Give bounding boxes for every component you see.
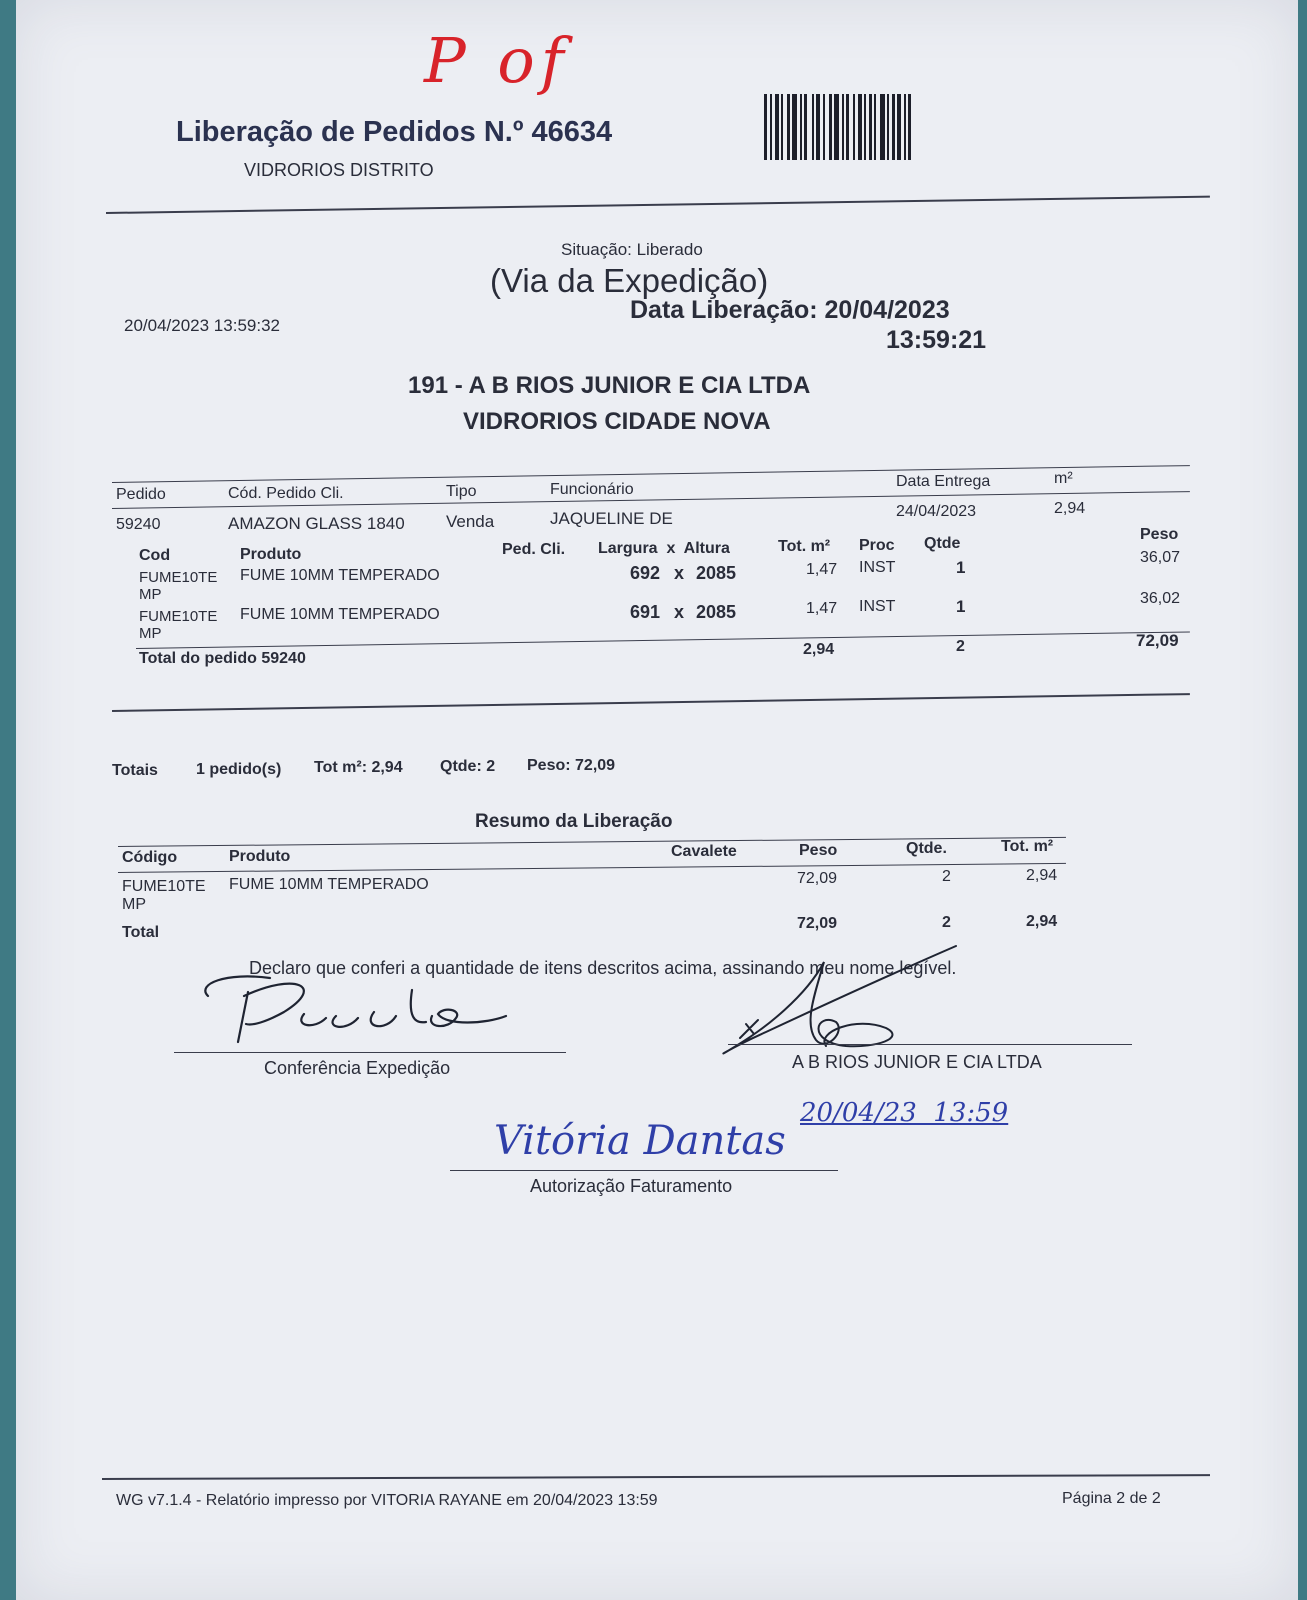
summary-total-tot-m2: 2,94	[1026, 913, 1058, 930]
item-altura: 2085	[696, 563, 737, 583]
declaration-text: Declaro que conferi a quantidade de itens descritos acima, assinando meu nome legível.	[249, 958, 957, 978]
item-x: x	[674, 602, 685, 622]
release-time: 13:59:21	[886, 326, 987, 354]
item-peso: 36,02	[1140, 590, 1181, 607]
item-proc: INST	[859, 598, 896, 615]
item-produto: FUME 10MM TEMPERADO	[240, 567, 440, 584]
item-cod-suffix: MP	[139, 586, 162, 603]
summary-codigo: FUME10TE	[122, 878, 206, 895]
signature-line-faturamento	[450, 1170, 838, 1171]
items-total-rule	[136, 631, 1190, 649]
signature-faturamento-image: Vitória Dantas	[494, 1118, 786, 1164]
item-cod-suffix: MP	[139, 625, 162, 642]
signature-line-company	[728, 1044, 1132, 1045]
signature-label-faturamento: Autorização Faturamento	[530, 1176, 733, 1196]
col-label-pedido: Pedido	[116, 486, 166, 503]
print-timestamp: 20/04/2023 13:59:32	[124, 316, 280, 335]
items-header-produto: Produto	[240, 546, 302, 563]
value-pedido: 59240	[116, 516, 161, 533]
footer-print-info: WG v7.1.4 - Relatório impresso por VITORIA RAYANE em 20/04/2023 13:59	[116, 1492, 658, 1509]
status-line: Situação: Liberado	[561, 240, 703, 259]
item-tot-m2: 1,47	[806, 600, 838, 617]
item-produto: FUME 10MM TEMPERADO	[240, 606, 440, 623]
document-page	[16, 0, 1298, 1600]
summary-header-peso: Peso	[799, 842, 838, 859]
signature-label-conferencia: Conferência Expedição	[264, 1058, 451, 1078]
item-proc: INST	[859, 559, 896, 576]
col-label-funcionario: Funcionário	[550, 481, 634, 498]
barcode-icon	[764, 94, 911, 160]
document-title: Liberação de Pedidos N.º 46634	[176, 116, 613, 148]
item-peso: 36,07	[1140, 549, 1181, 566]
item-cod: FUME10TE	[139, 569, 218, 586]
order-section-bottom-rule	[112, 693, 1190, 712]
items-header-proc: Proc	[859, 537, 895, 554]
summary-header-produto: Produto	[229, 848, 291, 865]
signature-label-company: A B RIOS JUNIOR E CIA LTDA	[792, 1052, 1042, 1072]
value-data-entrega: 24/04/2023	[896, 503, 977, 520]
item-qtde: 1	[956, 597, 966, 616]
order-total-peso: 72,09	[1136, 631, 1179, 650]
footer-rule	[102, 1474, 1210, 1480]
summary-header-tot-m2: Tot. m²	[1001, 838, 1054, 855]
summary-produto: FUME 10MM TEMPERADO	[229, 876, 429, 893]
summary-tot-m2: 2,94	[1026, 867, 1058, 884]
signature-line-conferencia	[174, 1052, 566, 1053]
summary-total-qtde: 2	[942, 914, 951, 931]
item-altura: 2085	[696, 602, 737, 622]
summary-header-cavalete: Cavalete	[671, 843, 737, 860]
totals-pedidos: 1 pedido(s)	[196, 761, 282, 778]
issuer-company: VIDRORIOS DISTRITO	[244, 160, 434, 180]
totals-qtde: Qtde: 2	[440, 758, 496, 775]
customer-branch: VIDRORIOS CIDADE NOVA	[463, 408, 771, 435]
customer-name: 191 - A B RIOS JUNIOR E CIA LTDA	[408, 372, 811, 399]
totals-tot-m2: Tot m²: 2,94	[314, 759, 403, 776]
items-header-ped-cli: Ped. Cli.	[502, 541, 566, 558]
release-date: Data Liberação: 20/04/2023	[630, 296, 950, 324]
order-header-top-rule	[112, 465, 1190, 483]
item-largura: 691	[630, 602, 661, 622]
totals-label: Totais	[112, 762, 158, 779]
order-total-label: Total do pedido 59240	[139, 650, 306, 667]
summary-peso: 72,09	[797, 870, 838, 887]
handwritten-date: 20/04/23 13:59	[800, 1098, 1009, 1128]
item-largura: 692	[630, 563, 661, 583]
summary-header-codigo: Código	[122, 849, 178, 866]
items-header-cod: Cod	[139, 547, 171, 564]
value-tipo: Venda	[446, 512, 495, 531]
summary-total-peso: 72,09	[797, 915, 838, 932]
header-divider	[106, 196, 1210, 214]
via-title: (Via da Expedição)	[490, 262, 769, 299]
order-total-qtde: 2	[956, 638, 965, 655]
signature-conferencia-image	[186, 966, 546, 1056]
summary-codigo-suffix: MP	[122, 896, 146, 913]
order-total-tot-m2: 2,94	[803, 641, 835, 658]
value-cod-pedido-cli: AMAZON GLASS 1840	[228, 514, 405, 533]
summary-qtde: 2	[942, 868, 951, 885]
value-m2: 2,94	[1054, 500, 1086, 517]
value-funcionario: JAQUELINE DE	[550, 509, 673, 528]
col-label-m2: m²	[1054, 470, 1073, 487]
item-x: x	[674, 563, 685, 583]
items-header-qtde: Qtde	[924, 535, 961, 552]
item-qtde: 1	[956, 558, 966, 577]
items-header-largura-altura: Largura x Altura	[598, 540, 730, 557]
items-header-tot-m2: Tot. m²	[778, 538, 831, 555]
handwritten-red-mark: P of	[424, 24, 570, 97]
items-header-peso: Peso	[1140, 526, 1179, 543]
col-label-data-entrega: Data Entrega	[896, 473, 991, 490]
item-cod: FUME10TE	[139, 608, 218, 625]
summary-total-label: Total	[122, 924, 160, 941]
col-label-tipo: Tipo	[446, 483, 477, 500]
summary-header-qtde: Qtde.	[906, 840, 947, 857]
footer-page-number: Página 2 de 2	[1062, 1490, 1161, 1507]
item-tot-m2: 1,47	[806, 561, 838, 578]
summary-title: Resumo da Liberação	[475, 811, 673, 832]
col-label-cod-pedido-cli: Cód. Pedido Cli.	[228, 485, 344, 502]
totals-peso: Peso: 72,09	[527, 757, 616, 774]
